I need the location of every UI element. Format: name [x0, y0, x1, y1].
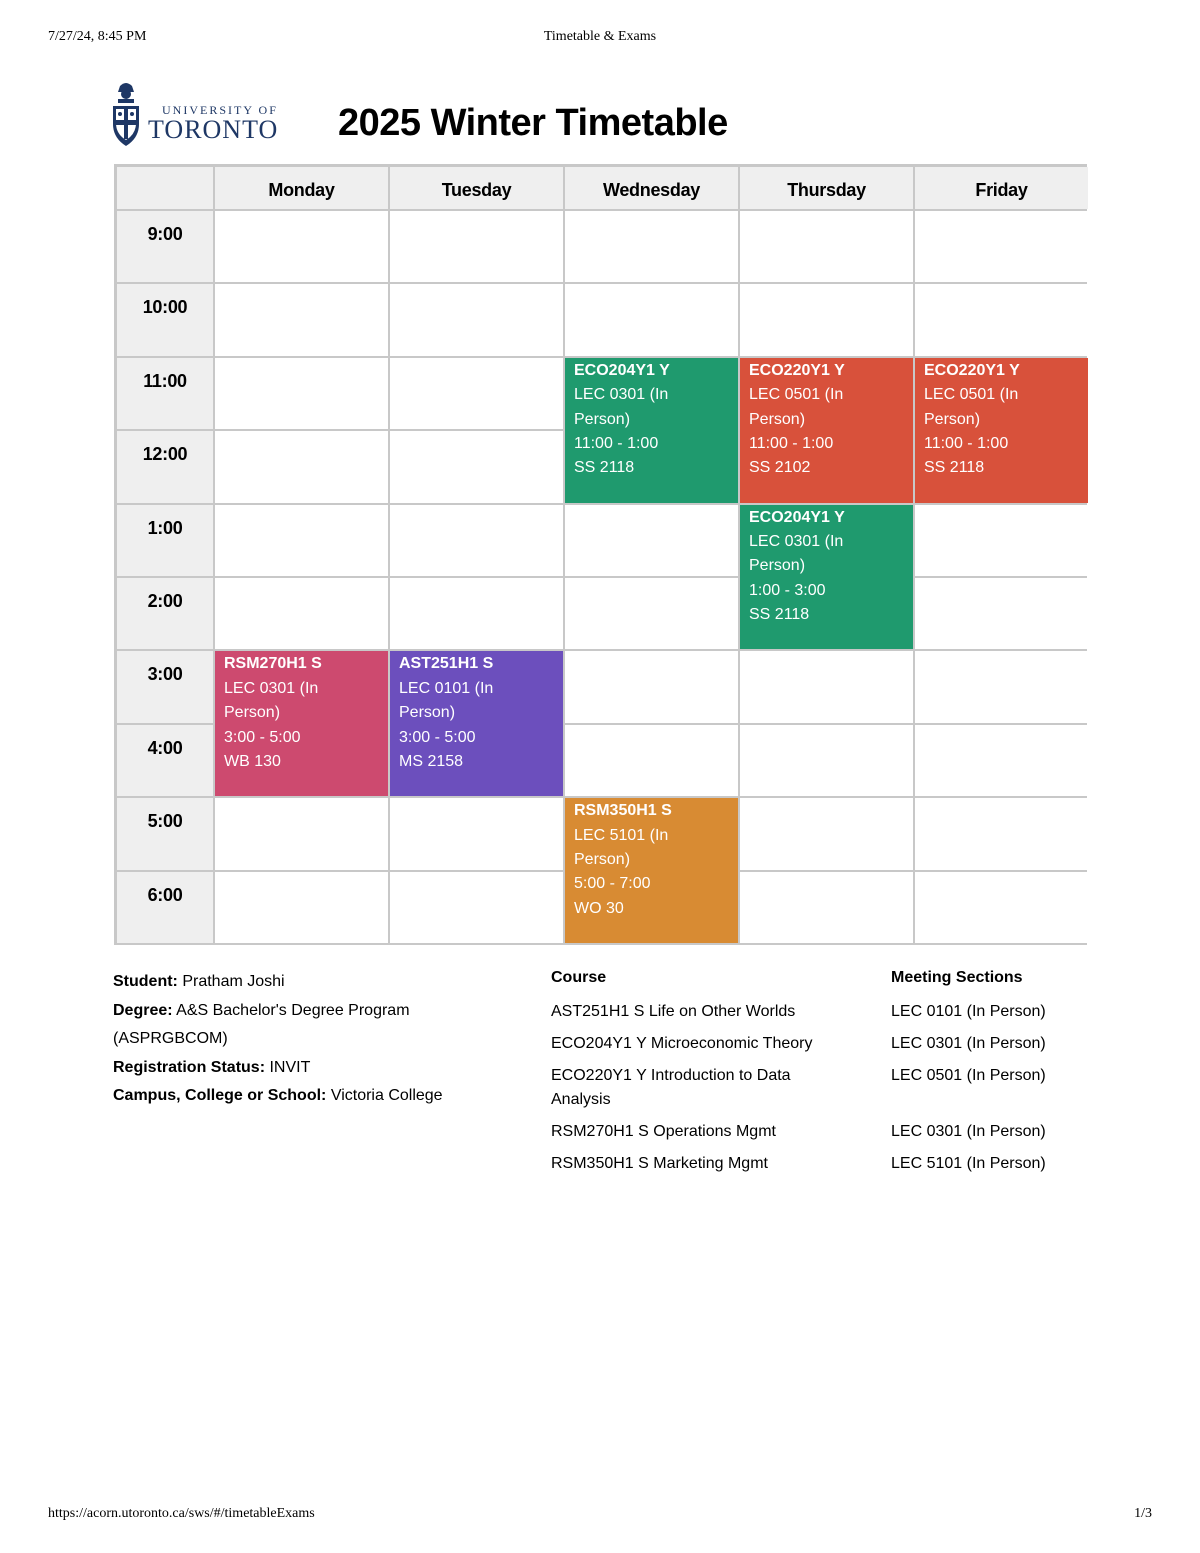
crest-icon [110, 82, 142, 150]
time-slot [565, 725, 738, 796]
event-section: LEC 0301 (In [749, 533, 844, 550]
day-header: Monday [215, 167, 388, 209]
time-slot [915, 872, 1088, 943]
time-slot [740, 872, 913, 943]
course-event[interactable] [740, 505, 913, 650]
course-column-header: Course [551, 969, 607, 986]
event-mode: Person) [574, 410, 631, 428]
event-mode: Person) [574, 851, 631, 868]
event-section: LEC 0501 (In [749, 386, 844, 404]
time-slot [215, 284, 388, 355]
time-slot [740, 651, 913, 722]
course-row-section: LEC 5101 (In Person) [891, 1155, 1046, 1172]
event-room: SS 2118 [749, 606, 810, 624]
time-header: 3:00 [117, 651, 213, 722]
time-slot [215, 358, 388, 429]
status-label: Registration Status: [113, 1058, 266, 1076]
time-slot [215, 505, 388, 576]
logo-university-of: UNIVERSITY OF [162, 103, 278, 117]
time-slot [390, 211, 563, 282]
time-slot [740, 798, 913, 869]
campus-label: Campus, College or School: [113, 1087, 327, 1104]
time-header: 4:00 [117, 725, 213, 796]
event-section: LEC 0101 (In [399, 679, 494, 697]
time-header: 2:00 [117, 578, 213, 649]
time-slot [390, 358, 563, 429]
time-slot [915, 505, 1088, 576]
time-slot [390, 284, 563, 355]
time-slot [565, 211, 738, 282]
day-header: Tuesday [390, 167, 563, 209]
time-slot [740, 284, 913, 355]
time-header: 5:00 [117, 798, 213, 869]
time-slot [215, 578, 388, 649]
print-page-number: 1/3 [1134, 1506, 1152, 1521]
event-section: LEC 0301 (In [224, 679, 319, 697]
university-logo [110, 82, 302, 152]
event-section: LEC 5101 (In [574, 826, 669, 844]
time-slot [915, 284, 1088, 355]
course-event[interactable] [215, 651, 388, 796]
time-slot [215, 798, 388, 869]
event-course-code: ECO204Y1 Y [574, 361, 670, 379]
student-label: Student: [113, 973, 178, 990]
course-row-section: LEC 0301 (In Person) [891, 1035, 1046, 1052]
event-mode: Person) [749, 557, 806, 575]
time-slot [565, 505, 738, 576]
event-course-code: RSM350H1 S [574, 802, 672, 820]
time-header: 11:00 [117, 358, 213, 429]
course-row-name: RSM270H1 S Operations Mgmt [551, 1123, 776, 1140]
status-row [113, 1054, 493, 1083]
student-name: Pratham Joshi [182, 973, 285, 990]
campus-row [113, 1082, 493, 1111]
day-header: Thursday [740, 167, 913, 209]
course-list [551, 1000, 841, 1184]
status-value: INVIT [269, 1058, 311, 1076]
time-slot [390, 431, 563, 502]
timetable-grid [114, 164, 1087, 945]
course-row-name: AST251H1 S Life on Other Worlds [551, 1003, 796, 1020]
course-row-section: LEC 0301 (In Person) [891, 1123, 1046, 1140]
time-header: 1:00 [117, 505, 213, 576]
logo-toronto: TORONTO [148, 115, 279, 144]
student-info [113, 968, 493, 1111]
event-room: SS 2102 [749, 459, 811, 477]
campus-value: Victoria College [330, 1087, 443, 1104]
print-header [48, 29, 1152, 47]
event-course-code: AST251H1 S [399, 655, 494, 673]
event-mode: Person) [224, 704, 281, 722]
degree-value: A&S Bachelor's Degree Program (ASPRGBCOM) [113, 1001, 410, 1047]
event-course-code: RSM270H1 S [224, 655, 322, 673]
time-slot [390, 505, 563, 576]
event-room: WB 130 [224, 753, 281, 771]
course-row-name: ECO204Y1 Y Microeconomic Theory [551, 1035, 813, 1052]
section-list [891, 1000, 1091, 1184]
degree-label: Degree: [113, 1001, 173, 1019]
time-slot [565, 651, 738, 722]
time-slot [915, 798, 1088, 869]
time-slot [390, 798, 563, 869]
print-url: https://acorn.utoronto.ca/sws/#/timetableExams [48, 1506, 315, 1521]
day-header: Friday [915, 167, 1088, 209]
time-header: 6:00 [117, 872, 213, 943]
course-row-section: LEC 0101 (In Person) [891, 1003, 1046, 1020]
course-row-name: RSM350H1 S Marketing Mgmt [551, 1155, 768, 1172]
event-time: 3:00 - 5:00 [399, 728, 476, 746]
course-event[interactable] [565, 358, 738, 503]
time-header: 12:00 [117, 431, 213, 502]
sections-column-header: Meeting Sections [891, 969, 1023, 986]
course-event[interactable] [390, 651, 563, 796]
course-event[interactable] [915, 358, 1088, 503]
event-mode: Person) [924, 410, 981, 428]
event-time: 5:00 - 7:00 [574, 875, 651, 893]
event-time: 11:00 - 1:00 [749, 435, 834, 453]
time-slot [390, 578, 563, 649]
course-event[interactable] [740, 358, 913, 503]
event-time: 11:00 - 1:00 [924, 435, 1009, 453]
event-room: WO 30 [574, 899, 624, 917]
course-row-section: LEC 0501 (In Person) [891, 1067, 1046, 1084]
time-header: 9:00 [117, 211, 213, 282]
time-slot [915, 578, 1088, 649]
time-slot [215, 872, 388, 943]
time-slot [565, 578, 738, 649]
degree-row [113, 997, 493, 1054]
time-slot [740, 211, 913, 282]
event-section: LEC 0301 (In [574, 386, 669, 404]
event-time: 1:00 - 3:00 [749, 581, 826, 599]
event-room: MS 2158 [399, 753, 464, 771]
event-mode: Person) [749, 410, 806, 428]
event-course-code: ECO204Y1 Y [749, 508, 845, 526]
course-row-name: ECO220Y1 Y Introduction to Data Analysis [551, 1067, 791, 1108]
print-footer [48, 1506, 1152, 1524]
event-room: SS 2118 [574, 459, 635, 477]
grid-corner [117, 167, 213, 209]
time-header: 10:00 [117, 284, 213, 355]
event-mode: Person) [399, 704, 456, 722]
event-course-code: ECO220Y1 Y [924, 361, 1020, 379]
print-page-title: Timetable & Exams [543, 29, 657, 44]
event-section: LEC 0501 (In [924, 386, 1019, 404]
event-room: SS 2118 [924, 459, 985, 477]
time-slot [915, 651, 1088, 722]
print-datetime: 7/27/24, 8:45 PM [48, 29, 147, 44]
time-slot [740, 725, 913, 796]
page-title: 2025 Winter Timetable [338, 102, 728, 144]
event-time: 3:00 - 5:00 [224, 728, 301, 746]
time-slot [915, 725, 1088, 796]
student-row [113, 968, 493, 997]
time-slot [915, 211, 1088, 282]
time-slot [215, 431, 388, 502]
course-event[interactable] [565, 798, 738, 943]
time-slot [215, 211, 388, 282]
day-header: Wednesday [565, 167, 738, 209]
time-slot [565, 284, 738, 355]
time-slot [390, 872, 563, 943]
event-time: 11:00 - 1:00 [574, 435, 659, 453]
event-course-code: ECO220Y1 Y [749, 361, 845, 379]
